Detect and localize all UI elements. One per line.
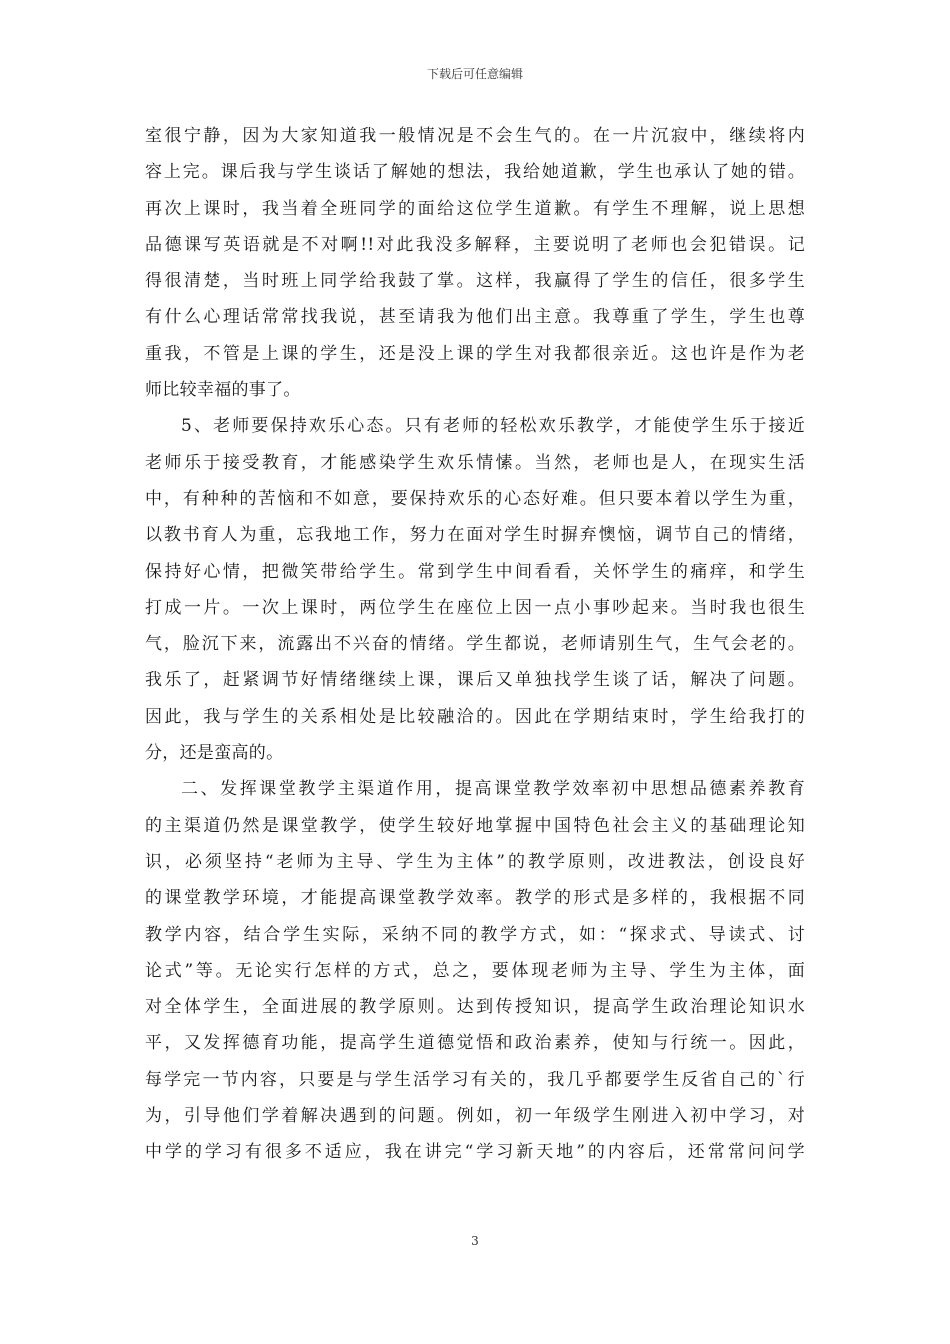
text-line: 以教书育人为重，忘我地工作，努力在面对学生时摒弃懊恼，调节自己的情绪， bbox=[145, 525, 805, 546]
text-line: 5、老师要保持欢乐心态。只有老师的轻松欢乐教学，才能使学生乐于接近 bbox=[181, 416, 805, 437]
text-line: 容上完。课后我与学生谈话了解她的想法，我给她道歉，学生也承认了她的错。 bbox=[145, 162, 805, 183]
text-line: 论式”等。无论实行怎样的方式，总之，要体现老师为主导、学生为主体，面 bbox=[145, 960, 805, 981]
section-heading-line: 二、发挥课堂教学主渠道作用，提高课堂教学效率初中思想品德素养教育 bbox=[181, 779, 805, 800]
text-line: 为，引导他们学着解决遇到的问题。例如，初一年级学生刚进入初中学习，对 bbox=[145, 1106, 805, 1127]
text-line: 中，有种种的苦恼和不如意，要保持欢乐的心态好难。但只要本着以学生为重， bbox=[145, 488, 805, 509]
text-line: 平，又发挥德育功能，提高学生道德觉悟和政治素养，使知与行统一。因此， bbox=[145, 1033, 805, 1054]
text-line: 保持好心情，把微笑带给学生。常到学生中间看看，关怀学生的痛痒，和学生 bbox=[145, 561, 805, 582]
text-line: 有什么心理话常常找我说，甚至请我为他们出主意。我尊重了学生，学生也尊 bbox=[145, 307, 805, 328]
text-line: 师比较幸福的事了。 bbox=[145, 380, 301, 401]
text-line: 每学完一节内容，只要是与学生活学习有关的，我几乎都要学生反省自己的`行 bbox=[145, 1069, 805, 1090]
document-body bbox=[145, 118, 805, 1171]
text-line: 室很宁静，因为大家知道我一般情况是不会生气的。在一片沉寂中，继续将内 bbox=[145, 126, 805, 146]
text-line: 识，必须坚持“老师为主导、学生为主体”的教学原则，改进教法，创设良好 bbox=[145, 851, 805, 872]
text-line: 品德课写英语就是不对啊!!对此我没多解释，主要说明了老师也会犯错误。记 bbox=[145, 234, 805, 255]
text-line: 重我，不管是上课的学生，还是没上课的学生对我都很亲近。这也许是作为老 bbox=[145, 343, 805, 364]
text-line: 中学的学习有很多不适应，我在讲完“学习新天地”的内容后，还常常问问学 bbox=[145, 1142, 805, 1163]
text-line: 打成一片。一次上课时，两位学生在座位上因一点小事吵起来。当时我也很生 bbox=[145, 597, 805, 618]
text-line: 气，脸沉下来，流露出不兴奋的情绪。学生都说，老师请别生气，生气会老的。 bbox=[145, 634, 805, 655]
text-line: 的课堂教学环境，才能提高课堂教学效率。教学的形式是多样的，我根据不同 bbox=[145, 888, 805, 909]
text-line: 分，还是蛮高的。 bbox=[145, 743, 284, 764]
text-line: 再次上课时，我当着全班同学的面给这位学生道歉。有学生不理解，说上思想 bbox=[145, 198, 805, 219]
text-line: 老师乐于接受教育，才能感染学生欢乐情愫。当然，老师也是人，在现实生活 bbox=[145, 452, 805, 473]
text-line: 我乐了，赶紧调节好情绪继续上课，课后又单独找学生谈了话，解决了问题。 bbox=[145, 670, 805, 691]
text-line: 对全体学生，全面进展的教学原则。达到传授知识，提高学生政治理论知识水 bbox=[145, 997, 805, 1018]
text-line: 因此，我与学生的关系相处是比较融洽的。因此在学期结束时，学生给我打的 bbox=[145, 706, 805, 727]
page-number: 3 bbox=[471, 1234, 479, 1248]
text-line: 教学内容，结合学生实际，采纳不同的教学方式，如：“探求式、导读式、讨 bbox=[145, 924, 805, 945]
page-header: 下载后可任意编辑 bbox=[426, 67, 523, 81]
text-line: 的主渠道仍然是课堂教学，使学生较好地掌握中国特色社会主义的基础理论知 bbox=[145, 815, 805, 836]
text-line: 得很清楚，当时班上同学给我鼓了掌。这样，我赢得了学生的信任，很多学生 bbox=[145, 271, 805, 292]
